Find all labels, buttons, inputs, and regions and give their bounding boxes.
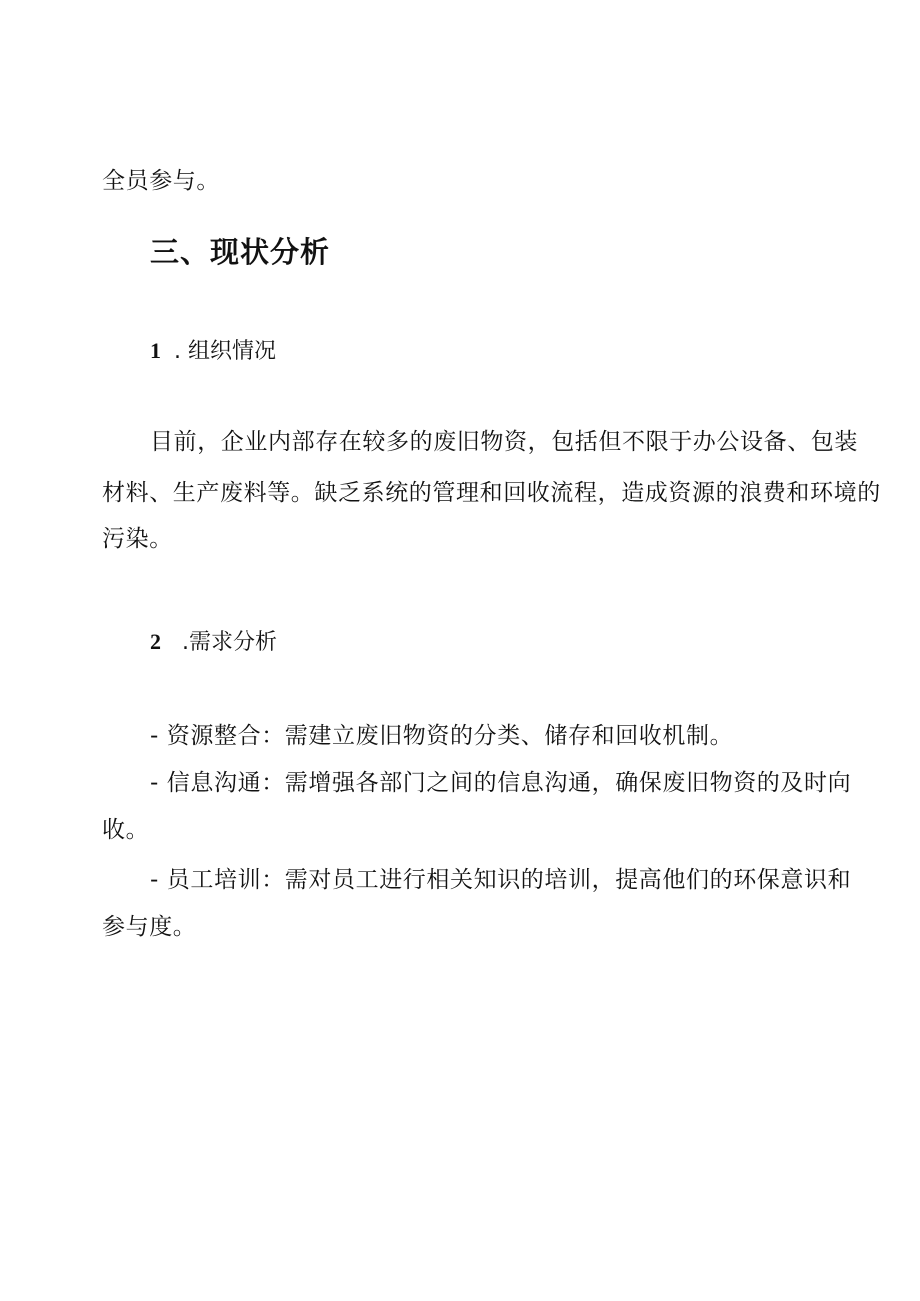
- subheading-title: .需求分析: [182, 630, 277, 655]
- bullet-resource-integration: - 资源整合：需建立废旧物资的分类、储存和回收机制。: [150, 723, 734, 749]
- paragraph-line: 目前，企业内部存在较多的废旧物资，包括但不限于办公设备、包装: [150, 429, 858, 455]
- bullet-continuation-line: 参与度。: [102, 914, 197, 940]
- subheading-title: . 组织情况: [174, 339, 276, 364]
- subheading-requirements: [150, 627, 277, 658]
- intro-tail-text: 全员参与。: [102, 168, 220, 194]
- bullet-information-communication: - 信息沟通：需增强各部门之间的信息沟通，确保废旧物资的及时向: [150, 770, 852, 796]
- subheading-number: 2: [150, 629, 161, 654]
- subheading-organization: [150, 336, 276, 367]
- subheading-number: 1: [150, 338, 161, 363]
- bullet-continuation-line: 收。: [102, 817, 150, 843]
- bullet-employee-training: - 员工培训：需对员工进行相关知识的培训，提高他们的环保意识和: [150, 867, 852, 893]
- section-heading: 三、现状分析: [150, 235, 331, 269]
- paragraph-line: 污染。: [102, 526, 173, 552]
- paragraph-line: 材料、生产废料等。缺乏系统的管理和回收流程，造成资源的浪费和环境的: [102, 480, 881, 506]
